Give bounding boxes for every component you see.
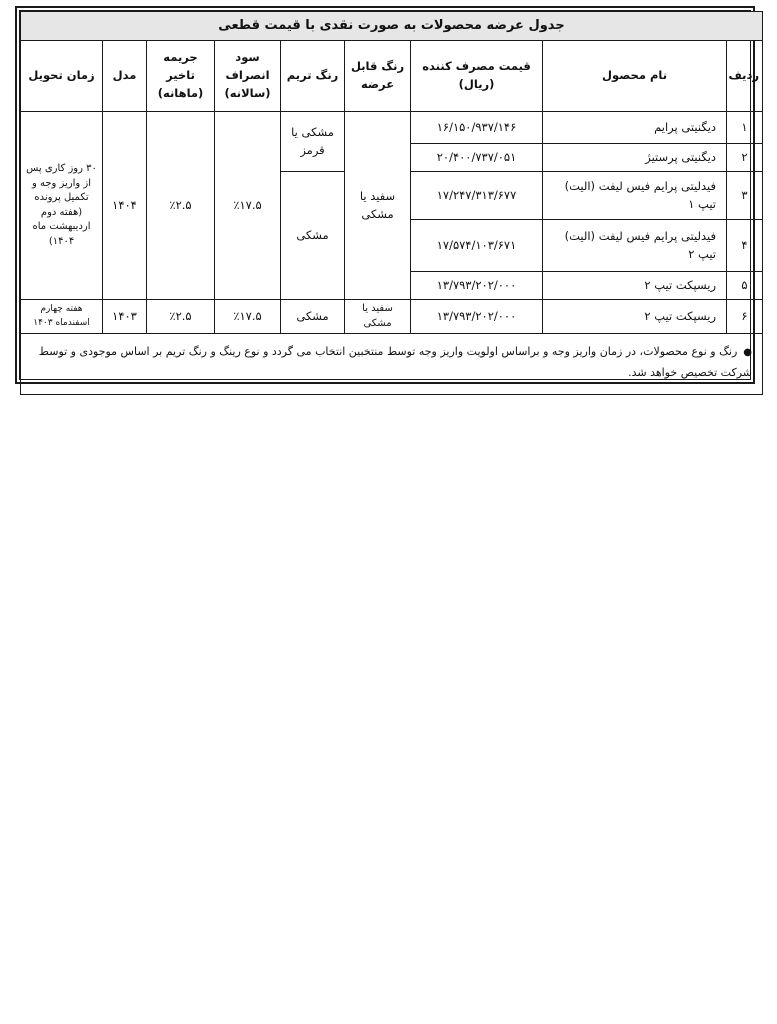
products-table bbox=[20, 11, 763, 395]
row-index: ۴ bbox=[727, 220, 763, 272]
product-name: فیدلیتی پرایم فیس لیفت (الیت) تیپ ۲ bbox=[543, 220, 727, 272]
profit-group2: ٪۱۷.۵ bbox=[215, 300, 281, 334]
model-group2: ۱۴۰۳ bbox=[103, 300, 147, 334]
header-model: مدل bbox=[103, 41, 147, 112]
table-container bbox=[19, 10, 760, 380]
product-price: ۱۷/۲۴۷/۳۱۳/۶۷۷ bbox=[411, 172, 543, 220]
body-color-group2: سفید یا مشکی bbox=[345, 300, 411, 334]
header-trim-color: رنگ تریم bbox=[281, 41, 345, 112]
product-name: ریسپکت تیپ ۲ bbox=[543, 272, 727, 300]
product-price: ۱۳/۷۹۳/۲۰۲/۰۰۰ bbox=[411, 300, 543, 334]
trim-color-group2: مشکی bbox=[281, 300, 345, 334]
product-name: فیدلیتی پرایم فیس لیفت (الیت) تیپ ۱ bbox=[543, 172, 727, 220]
row-index: ۲ bbox=[727, 144, 763, 172]
product-price: ۲۰/۴۰۰/۷۳۷/۰۵۱ bbox=[411, 144, 543, 172]
model-group1: ۱۴۰۴ bbox=[103, 112, 147, 300]
table-row bbox=[21, 300, 763, 334]
product-name: ریسپکت تیپ ۲ bbox=[543, 300, 727, 334]
document-frame bbox=[15, 6, 760, 384]
note-cell bbox=[21, 334, 763, 395]
header-product: نام محصول bbox=[543, 41, 727, 112]
bullet-icon: ● bbox=[743, 347, 753, 358]
header-profit: سود انصراف (سالانه) bbox=[215, 41, 281, 112]
profit-group1: ٪۱۷.۵ bbox=[215, 112, 281, 300]
table-title: جدول عرضه محصولات به صورت نقدی با قیمت قطعی bbox=[21, 12, 763, 41]
header-row bbox=[21, 41, 763, 112]
row-index: ۶ bbox=[727, 300, 763, 334]
delivery-group1: ۳۰ روز کاری پس از واریز وجه و تکمیل پرونده (هفته دوم اردیبهشت ماه ۱۴۰۴) bbox=[21, 112, 103, 300]
header-delivery: زمان تحویل bbox=[21, 41, 103, 112]
header-body-color: رنگ قابل عرضه bbox=[345, 41, 411, 112]
row-index: ۳ bbox=[727, 172, 763, 220]
trim-color-b: مشکی bbox=[281, 172, 345, 300]
product-price: ۱۶/۱۵۰/۹۳۷/۱۴۶ bbox=[411, 112, 543, 144]
table-row bbox=[21, 112, 763, 144]
product-price: ۱۷/۵۷۴/۱۰۳/۶۷۱ bbox=[411, 220, 543, 272]
product-price: ۱۳/۷۹۳/۲۰۲/۰۰۰ bbox=[411, 272, 543, 300]
product-name: دیگنیتی پرستیژ bbox=[543, 144, 727, 172]
note-text: رنگ و نوع محصولات، در زمان واریز وجه و براساس اولویت واریز وجه توسط منتخبین انتخاب می گردد و نوع رینگ و رنگ تریم بر اساس موجودی و توسط شرکت تخصیص خواهد شد. bbox=[38, 345, 753, 379]
delivery-group2: هفته چهارم اسفندماه ۱۴۰۳ bbox=[21, 300, 103, 334]
body-color-group1: سفید یا مشکی bbox=[345, 112, 411, 300]
penalty-group2: ٪۲.۵ bbox=[147, 300, 215, 334]
trim-color-a: مشکی یا قرمز bbox=[281, 112, 345, 172]
header-price: قیمت مصرف کننده (ریال) bbox=[411, 41, 543, 112]
note-row bbox=[21, 334, 763, 395]
header-penalty: جریمه تاخیر (ماهانه) bbox=[147, 41, 215, 112]
penalty-group1: ٪۲.۵ bbox=[147, 112, 215, 300]
row-index: ۵ bbox=[727, 272, 763, 300]
header-row-index: ردیف bbox=[727, 41, 763, 112]
row-index: ۱ bbox=[727, 112, 763, 144]
product-name: دیگنیتی پرایم bbox=[543, 112, 727, 144]
